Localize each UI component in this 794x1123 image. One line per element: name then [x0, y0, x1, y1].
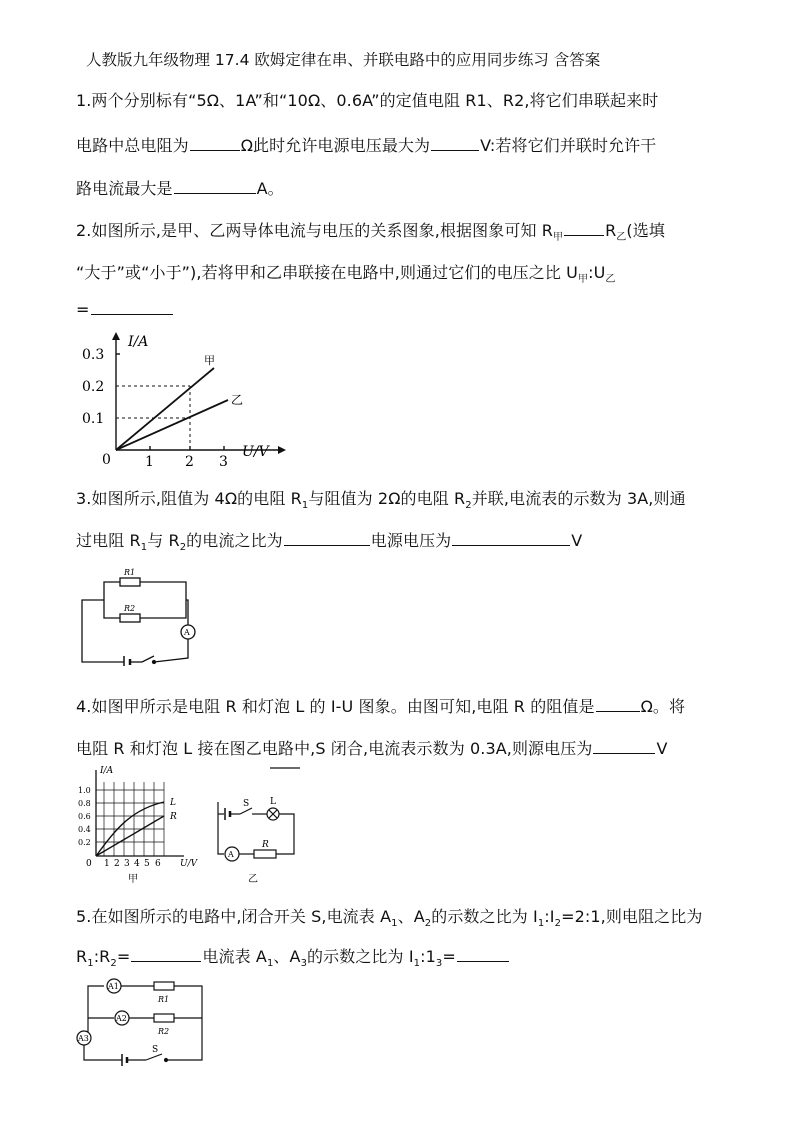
q4-line2: 电阻 R 和灯泡 L 接在图乙电路中,S 闭合,电流表示数为 0.3A,则源电压为 V [76, 739, 668, 758]
origin-label: 0 [86, 859, 92, 869]
wire-right [166, 986, 202, 1060]
y-tick-0.8: 0.8 [78, 799, 91, 808]
x-axis-label: U/V [242, 444, 269, 460]
r2-label: R2 [124, 604, 136, 613]
q1-blank-max-voltage[interactable] [431, 136, 479, 151]
y-tick-0.3: 0.3 [82, 347, 105, 363]
caption-jia: 甲 [128, 874, 138, 885]
x-tick-1: 1 [104, 859, 110, 869]
r-label: R [262, 840, 269, 850]
label-jia: 甲 [204, 354, 215, 367]
line-jia [116, 368, 214, 450]
switch-contact [165, 1059, 168, 1062]
x-tick-5: 5 [144, 859, 150, 869]
q4-iu-graph [74, 762, 214, 886]
y-axis-arrow [112, 332, 120, 340]
y-axis-label: I/A [128, 334, 149, 350]
switch-contact [153, 661, 156, 664]
r1-label: R1 [158, 995, 170, 1004]
q5-line1: 5.在如图所示的电路中,闭合开关 S,电流表 $A_1$、$A_2$的示数之比为 $I_1:I_2=2:1$,则电阻之比为 [76, 907, 703, 930]
q2-line2: “大于”或“小于”),若将甲和乙串联接在电路中,则通过它们的电压之比 $U_甲:U_乙$ [76, 263, 616, 286]
q3-blank-source-voltage[interactable] [452, 531, 570, 546]
a2-label: A2 [116, 1014, 127, 1023]
resistor-r2 [154, 1014, 174, 1022]
wire-left [82, 600, 124, 662]
q2-line3: = [76, 300, 174, 319]
y-tick-0.1: 0.1 [82, 411, 105, 427]
page-title: 人教版九年级物理 17.4 欧姆定律在串、并联电路中的应用同步练习 含答案 [86, 51, 601, 69]
ammeter-label: A [228, 850, 234, 859]
x-axis-label: U/V [180, 859, 198, 869]
q4-blank-resistance[interactable] [596, 697, 640, 712]
resistor-r2 [120, 614, 140, 622]
r2-label: R2 [158, 1027, 170, 1036]
x-axis-arrow [278, 446, 286, 454]
s-label: S [152, 1045, 159, 1055]
x-tick-3: 3 [124, 859, 130, 869]
wire-r1-branch [104, 582, 186, 600]
label-r: R [170, 812, 177, 822]
x-tick-3: 3 [219, 454, 228, 470]
resistor-r1 [120, 578, 140, 586]
line-yi [116, 400, 228, 450]
y-tick-1.0: 1.0 [78, 786, 91, 795]
origin-label: 0 [102, 452, 111, 468]
r1-label: R1 [124, 568, 136, 577]
q1-line2: 电路中总电阻为 Ω此时允许电源电压最大为 V:若将它们并联时允许干 [76, 136, 657, 155]
q3-line2: 过电阻 $R_1$与 $R_2$的电流之比为 电源电压为 V [76, 531, 583, 554]
q1-blank-total-resistance[interactable] [190, 136, 240, 151]
a3-label: A3 [78, 1034, 89, 1043]
wire-right-bottom [154, 639, 188, 662]
y-tick-0.4: 0.4 [78, 825, 91, 834]
q2-blank-ratio[interactable] [91, 300, 173, 315]
lamp-label: L [270, 797, 276, 807]
q4-blank-voltage[interactable] [593, 739, 655, 754]
q5-blank-resistance-ratio[interactable] [131, 947, 201, 962]
wire-bottom-left [84, 1045, 122, 1060]
q5-line2: $R_1:R_2=$ 电流表 $A_1$、$A_3$的示数之比为 $I_1:1_3=$ [76, 944, 510, 969]
q4-line1: 4.如图甲所示是电阻 R 和灯泡 L 的 I-U 图象。由图可知,电阻 R 的阻值是 Ω。将 [76, 697, 686, 716]
q1-blank-max-current[interactable] [174, 179, 256, 194]
q1-line3: 路电流最大是 A。 [76, 179, 284, 198]
wire-right [276, 814, 294, 854]
q2-line1: 2.如图所示,是甲、乙两导体电流与电压的关系图象,根据图象可知 $R_甲$ $R_乙$(选填 [76, 221, 665, 244]
x-tick-4: 4 [134, 859, 140, 869]
wire-top-left [88, 986, 104, 1032]
y-tick-0.2: 0.2 [82, 379, 105, 395]
q1-line1: 1.两个分别标有“5Ω、1A”和“10Ω、0.6A”的定值电阻 R1、R2,将它们串联起来时 [76, 91, 659, 110]
x-tick-2: 2 [185, 454, 194, 470]
x-tick-2: 2 [114, 859, 120, 869]
resistor-r1 [154, 982, 174, 990]
y-axis-label: I/A [100, 766, 114, 776]
caption-yi: 乙 [248, 874, 258, 885]
label-l: L [170, 798, 176, 808]
q3-line1: 3.如图所示,阻值为 4Ω的电阻 $R_1$与阻值为 2Ω的电阻 $R_2$并联,电流表的示数为 3A,则通 [76, 489, 686, 512]
resistor-r [254, 850, 276, 858]
a1-label: A1 [108, 982, 119, 991]
y-tick-0.2: 0.2 [78, 838, 91, 847]
q2-iu-graph [78, 328, 298, 478]
y-tick-0.6: 0.6 [78, 812, 91, 821]
q2-blank-compare[interactable] [564, 221, 604, 236]
wire-left [218, 802, 224, 854]
q5-blank-current-ratio[interactable] [457, 947, 509, 962]
x-tick-1: 1 [145, 454, 154, 470]
ammeter-label: A [184, 628, 190, 637]
label-yi: 乙 [231, 393, 244, 407]
x-tick-6: 6 [155, 859, 161, 869]
wire-r2-branch [104, 600, 186, 618]
q5-circuit [74, 972, 214, 1068]
switch-label: S [243, 799, 250, 809]
q3-blank-current-ratio[interactable] [284, 531, 370, 546]
q4-circuit [210, 762, 300, 886]
q3-circuit [74, 566, 214, 666]
